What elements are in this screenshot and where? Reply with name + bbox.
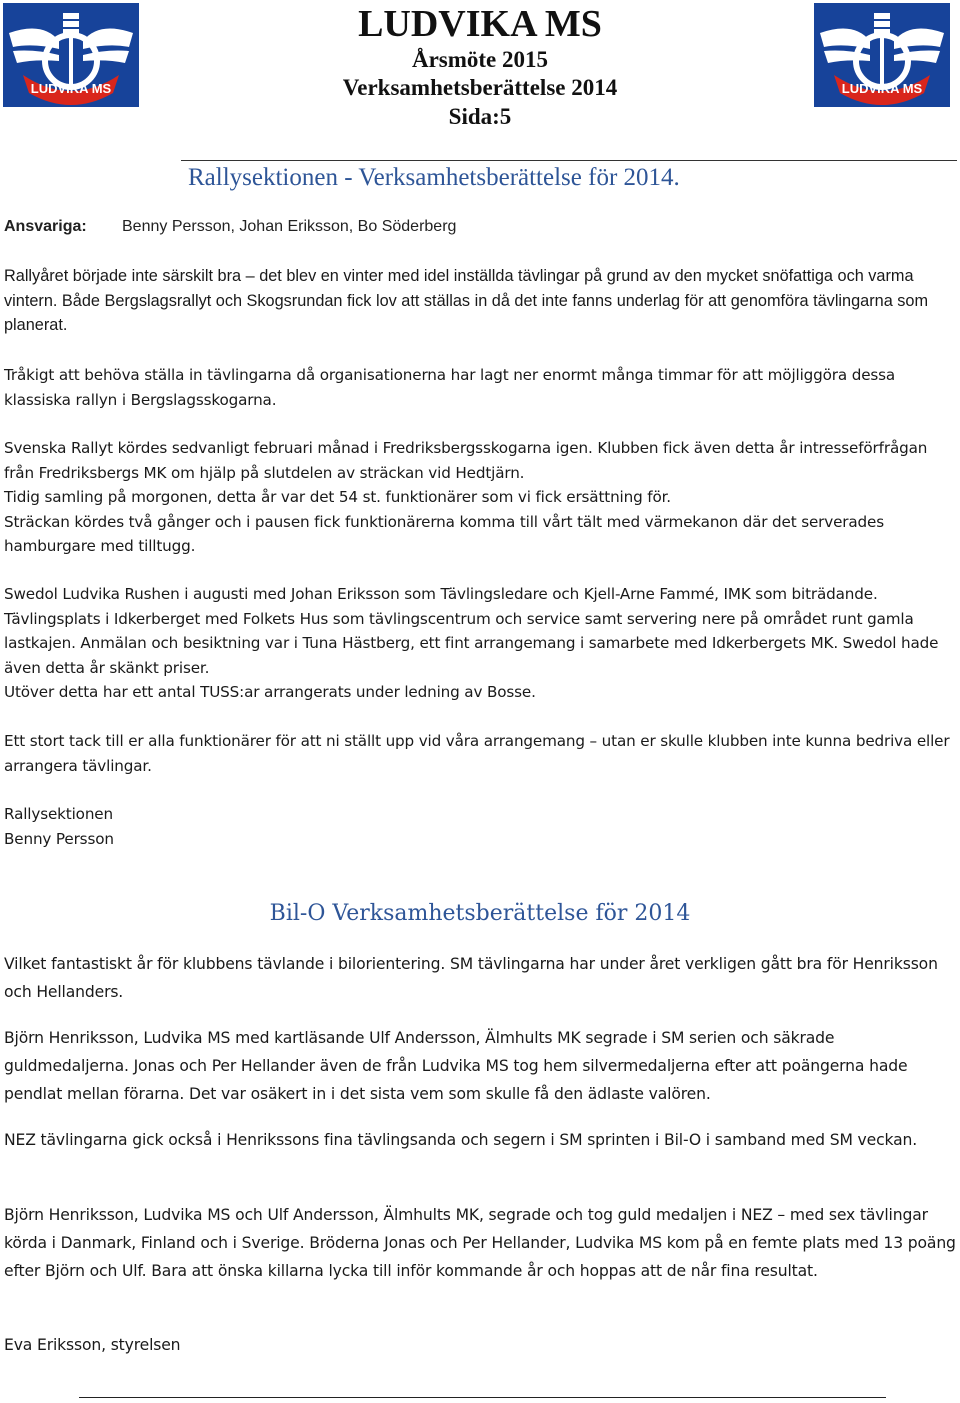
responsible-names: Benny Persson, Johan Eriksson, Bo Söderberg [122, 218, 457, 235]
bilo-signature: Eva Eriksson, styrelsen [4, 1336, 181, 1354]
rally-paragraph-1: Rallyåret började inte särskilt bra – det blev en vinter med idel inställda tävlingar på grund av den mycket snöfattiga och varma vintern. Både Bergslagsrallyt och Skogsrundan fick lov att ställas in då det inte fanns underlag för att genomföra tävlingarna som planerat. [4, 267, 929, 334]
responsible-label: Ansvariga: [4, 218, 87, 235]
rally-paragraph-3: Svenska Rallyt kördes sedvanligt februari månad i Fredriksbergsskogarna igen. Klubben fick även detta år intresseförfrågan från Fredriksbergs MK om hjälp på slutdelen av sträckan vid Hedtjärn. Tidig samling på morgonen, detta år var det 54 st. funktionärer som vi fick ersättning för. Sträckan kördes två gånger och i pausen fick funktionärerna komma till vårt tält med värmekanon där det serverades hamburgare med tilltugg. [4, 439, 928, 555]
page-number: Sida:5 [448, 104, 512, 129]
rally-paragraph-2: Tråkigt att behöva ställa in tävlingarna då organisationerna har lagt ner enormt många timmar för att möjliggöra dessa klassiska rallyn i Bergslagsskogarna. [4, 366, 896, 409]
bilo-section-title: Bil-O Verksamhetsberättelse för 2014 [269, 901, 691, 926]
rally-section-title: Rallysektionen - Verksamhetsberättelse för 2014. [188, 164, 680, 191]
bilo-paragraph-4: Björn Henriksson, Ludvika MS och Ulf Andersson, Älmhults MK, segrade och tog guld medaljen i NEZ – med sex tävlingar körda i Danmark, Finland och i Sverige. Bröderna Jonas och Per Hellander, Ludvika MS kom på en femte plats med 13 poäng efter Björn och Ulf. Bara att önska killarna lycka till inför kommande år och hoppas att de når fina resultat. [4, 1206, 956, 1280]
rally-signature: Rallysektionen Benny Persson [4, 805, 114, 848]
rally-paragraph-5: Ett stort tack till er alla funktionärer för att ni ställt upp vid våra arrangemang – utan er skulle klubben inte kunna bedriva eller arrangera tävlingar. [4, 732, 950, 775]
bilo-paragraph-1: Vilket fantastiskt år för klubbens tävlande i bilorientering. SM tävlingarna har under året verkligen gått bra för Henriksson och Hellanders. [4, 955, 938, 1001]
bilo-paragraph-2: Björn Henriksson, Ludvika MS med kartläsande Ulf Andersson, Älmhults MK segrade i SM serien och säkrade guldmedaljerna. Jonas och Per Hellander även de från Ludvika MS tog hem silvermedaljerna efter att poängerna hade pendlat mellan förarna. Det var osäkert in i det sista vem som skulle få den ädlaste valören. [4, 1029, 908, 1103]
club-logo-right [814, 3, 950, 107]
header-divider [181, 160, 957, 161]
club-logo-left [3, 3, 139, 107]
footer-divider [79, 1397, 886, 1398]
bilo-paragraph-3: NEZ tävlingarna gick också i Henrikssons fina tävlingsanda och segern i SM sprinten i Bil-O i samband med SM veckan. [4, 1131, 918, 1149]
svg-text:LUDVIKA MS: LUDVIKA MS [30, 81, 112, 96]
winged-wheel-logo-icon [814, 3, 950, 107]
winged-wheel-logo-icon [3, 3, 139, 107]
svg-text:LUDVIKA MS: LUDVIKA MS [841, 81, 923, 96]
document-title: LUDVIKA MS [358, 3, 602, 45]
meeting-subtitle: Årsmöte 2015 [411, 47, 549, 72]
report-subtitle: Verksamhetsberättelse 2014 [342, 75, 618, 100]
rally-paragraph-4: Swedol Ludvika Rushen i augusti med Johan Eriksson som Tävlingsledare och Kjell-Arne Fammé, IMK som biträdande. Tävlingsplats i Idkerberget med Folkets Hus som tävlingscentrum och service samt servering nere på området runt gamla lastkajen. Anmälan och besiktning var i Tuna Hästberg, ett fint arrangemang i samarbete med Idkerbergets MK. Swedol hade även detta år skänkt priser. Utöver detta har ett antal TUSS:ar arrangerats under ledning av Bosse. [4, 585, 939, 701]
